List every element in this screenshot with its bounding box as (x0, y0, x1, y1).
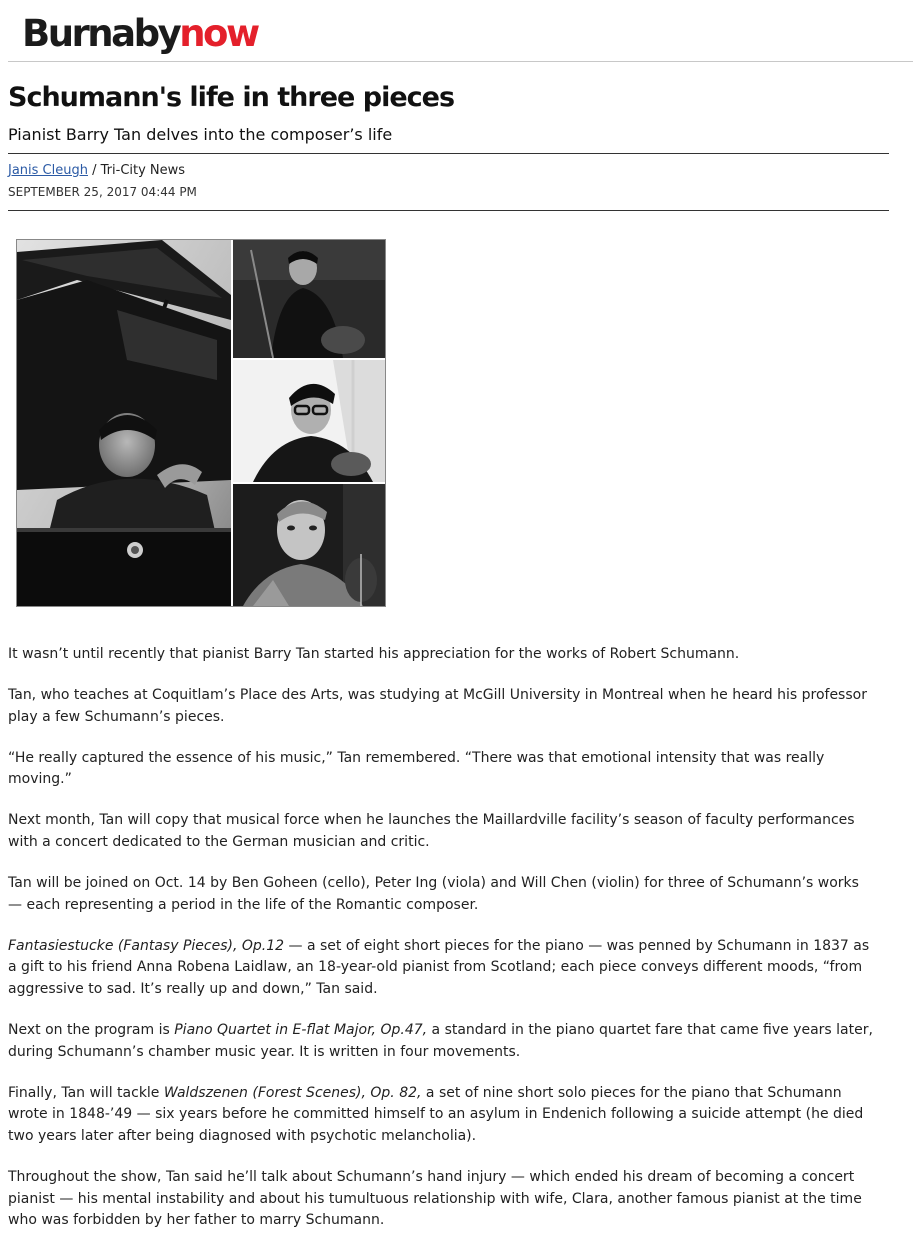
article-subheadline: Pianist Barry Tan delves into the composer’s life (8, 125, 393, 144)
photo-pianist-at-piano (17, 240, 231, 606)
byline (8, 163, 185, 178)
body-paragraph: “He really captured the essence of his music,” Tan remembered. “There was that emotional intensity that was really moving.” (8, 749, 825, 788)
byline-separator: / (87, 163, 101, 178)
paragraph-text: — a set of eight short pieces for the piano — was penned by Schumann in 1837 as a gift to his friend Anna Robena Laidlaw, an 18-year-old pianist from Scotland; each piece conveys different moods, “from aggressive to sad. It’s really up and down,” Tan said. (8, 937, 870, 998)
header-divider-bottom (8, 210, 889, 211)
logo-text-burnaby: Burnaby (22, 12, 180, 55)
article-photo-collage[interactable] (16, 239, 386, 607)
body-paragraph: It wasn’t until recently that pianist Barry Tan started his appreciation for the works of Robert Schumann. (8, 646, 740, 662)
photo-violinist (233, 484, 385, 606)
body-paragraph (8, 1020, 876, 1063)
body-paragraph: Throughout the show, Tan said he’ll talk about Schumann’s hand injury — which ended his dream of becoming a concert pianist — his mental instability and about his tumultuous relationship with wife, Clara, another famous pianist at the time who was forbidden by her father to marry Schumann. (8, 1169, 862, 1229)
photo-violist (233, 360, 385, 482)
article-body (8, 644, 876, 1251)
work-title-waldszenen: Waldszenen (Forest Scenes), Op. 82, (163, 1084, 422, 1101)
paragraph-text: Next on the program is (8, 1022, 175, 1039)
burnabynow-logo[interactable] (22, 10, 258, 58)
photo-cellist (233, 240, 385, 358)
masthead (0, 0, 920, 62)
paragraph-text: a set of nine short solo pieces for the piano that Schumann wrote in 1848-’49 — six years before he committed himself to an asylum in Endenich following a suicide attempt (he died two years later after being diagnosed with psychotic melancholia). (8, 1084, 864, 1144)
masthead-divider (8, 61, 913, 62)
body-paragraph (8, 1083, 876, 1148)
work-title-fantasiestucke: Fantasiestucke (Fantasy Pieces), Op.12 (8, 937, 285, 954)
header-divider-top (8, 153, 889, 154)
work-title-piano-quartet: Piano Quartet in E-flat Major, Op.47, (174, 1022, 428, 1039)
body-paragraph (8, 936, 876, 1001)
logo-text-now: now (179, 12, 258, 55)
paragraph-text: Finally, Tan will tackle (8, 1084, 164, 1101)
publication-name: Tri-City News (100, 163, 186, 178)
author-link[interactable]: Janis Cleugh (8, 163, 88, 178)
paragraph-text: a standard in the piano quartet fare that came five years later, during Schumann’s chamber music year. It is written in four movements. (8, 1022, 873, 1060)
article-headline: Schumann's life in three pieces (8, 82, 455, 113)
body-paragraph: Tan will be joined on Oct. 14 by Ben Goheen (cello), Peter Ing (viola) and Will Chen (violin) for three of Schumann’s works — each representing a period in the life of the Romantic composer. (8, 875, 859, 913)
publish-date: SEPTEMBER 25, 2017 04:44 PM (8, 185, 197, 199)
body-paragraph: Tan, who teaches at Coquitlam’s Place des Arts, was studying at McGill University in Montreal when he heard his professor play a few Schumann’s pieces. (8, 687, 867, 725)
body-paragraph: Next month, Tan will copy that musical force when he launches the Maillardville facility’s season of faculty performances with a concert dedicated to the German musician and critic. (8, 812, 855, 851)
